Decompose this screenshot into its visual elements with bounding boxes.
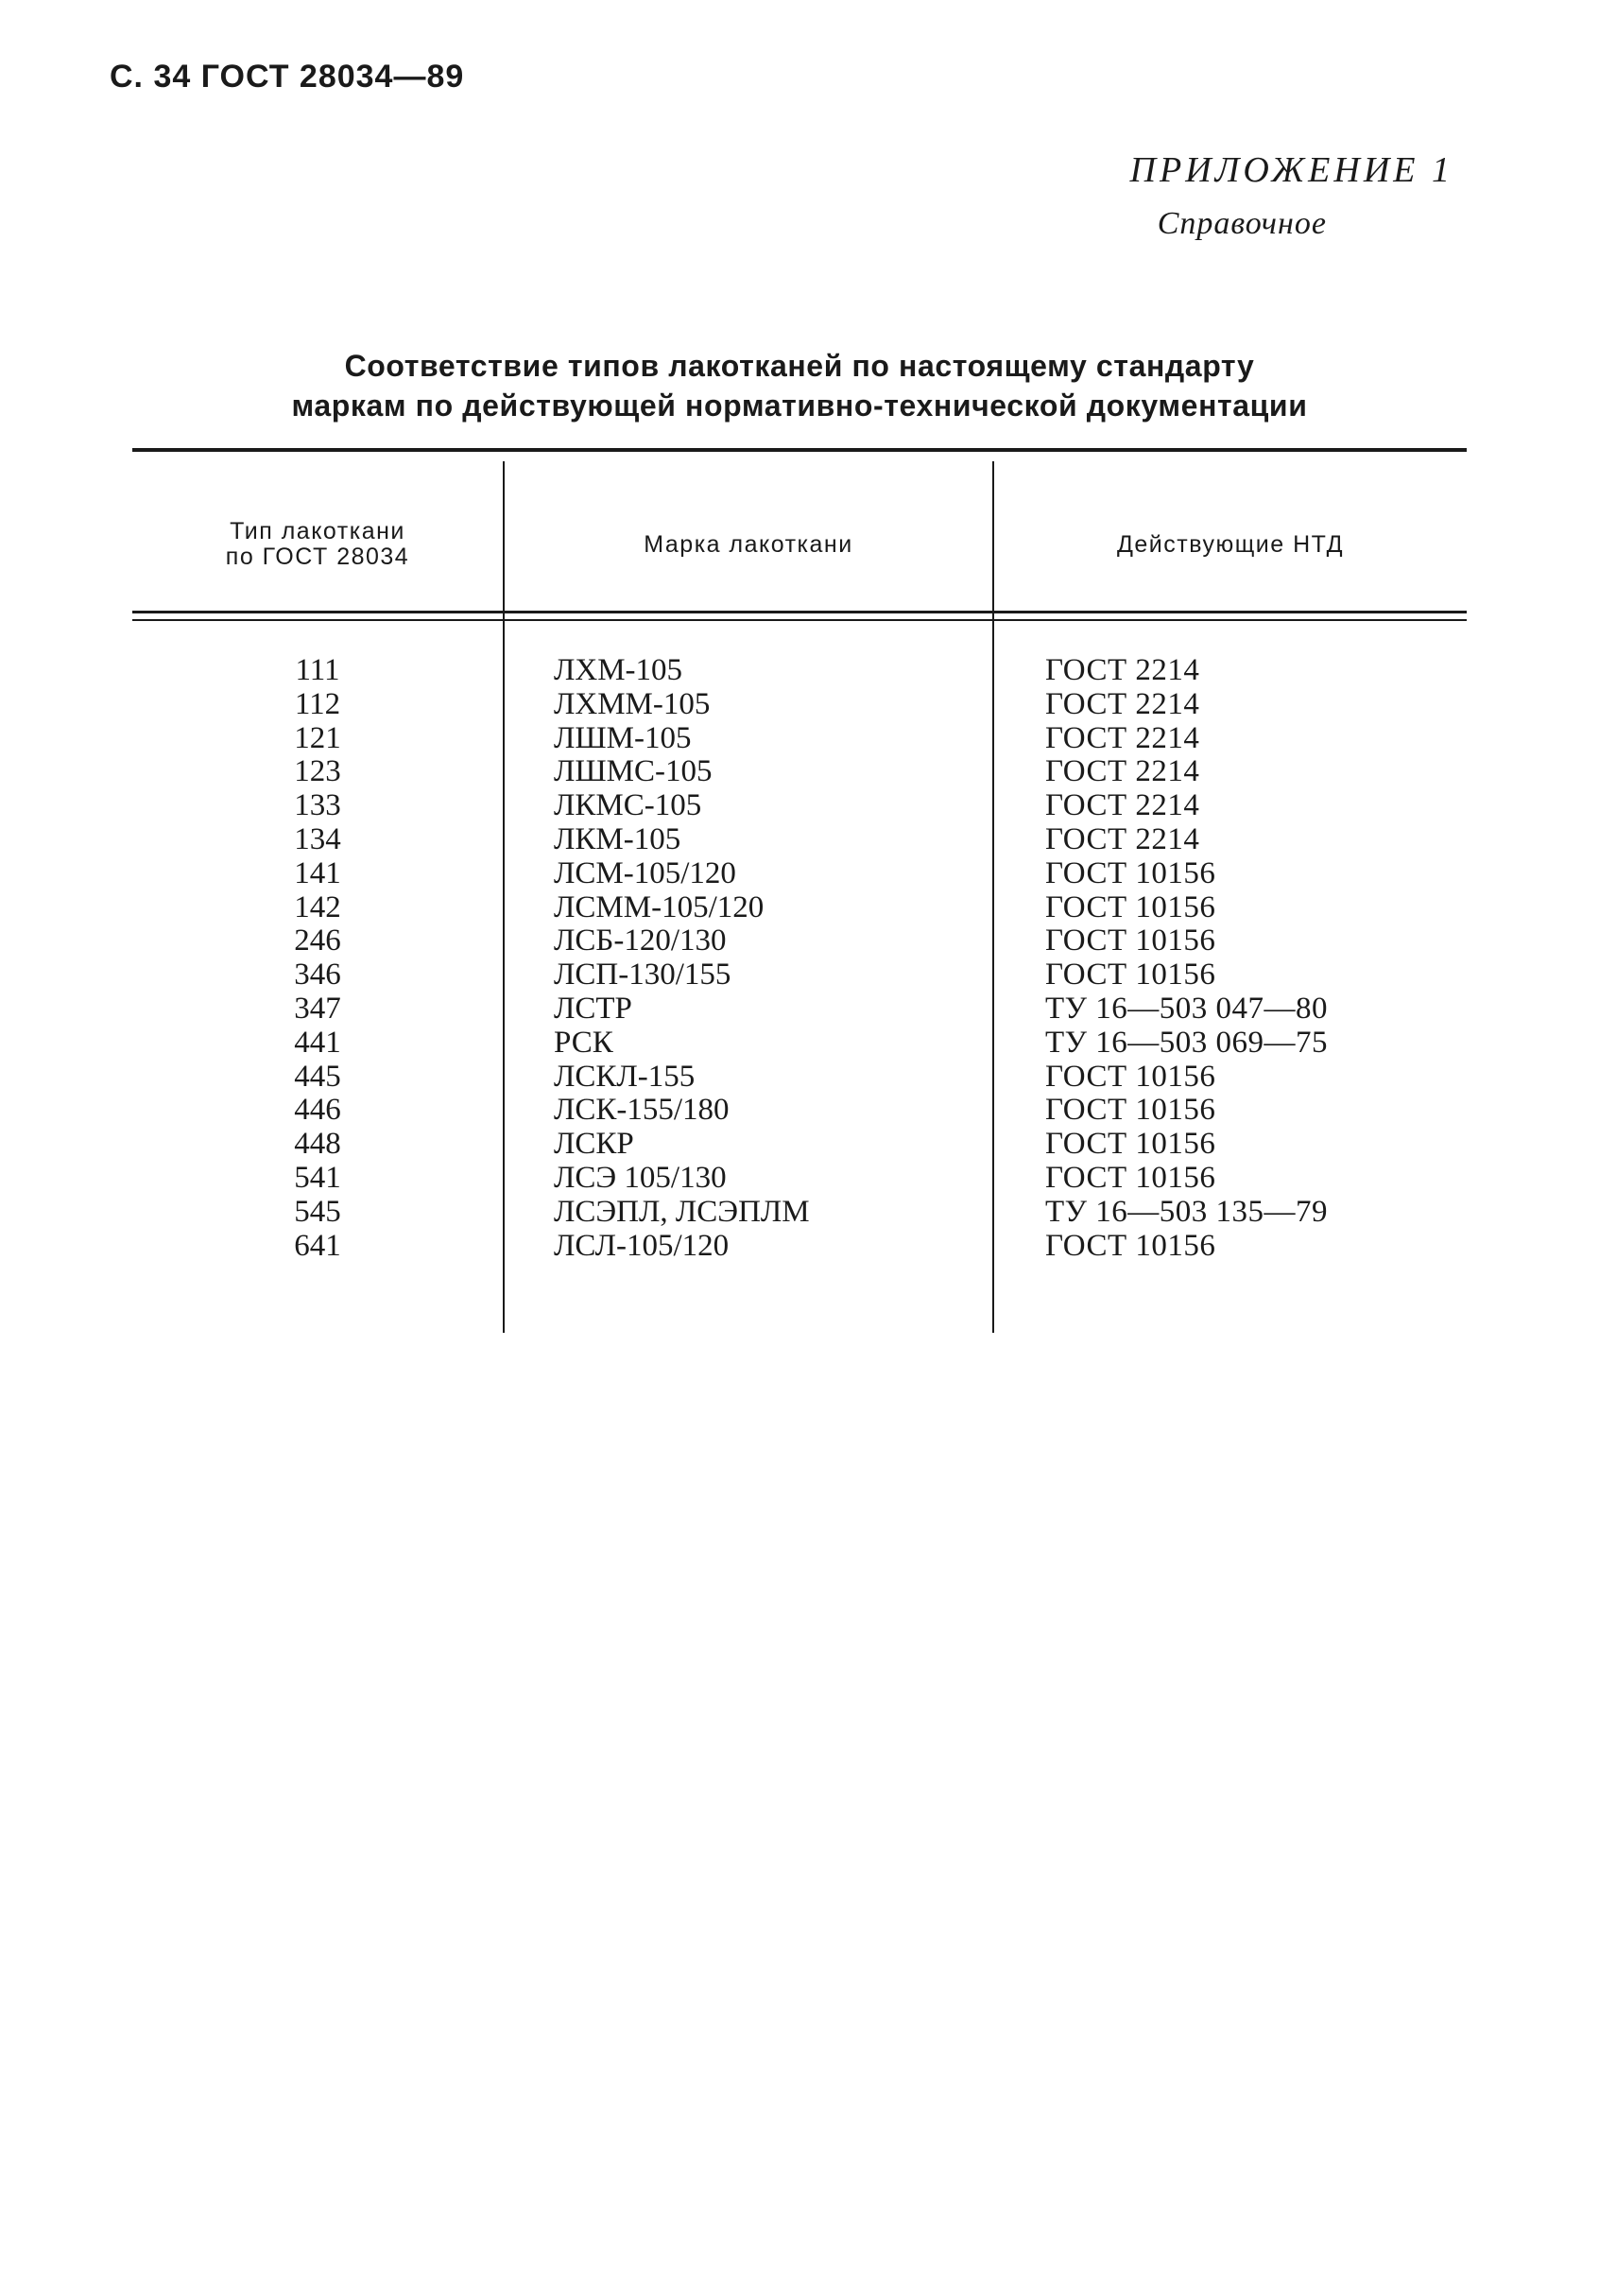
- cell-ntd: ГОСТ 2214: [1045, 788, 1200, 823]
- cell-type: 133: [294, 788, 341, 823]
- table-caption-line-1: Соответствие типов лакотканей по настоящему стандарту: [344, 349, 1255, 383]
- cell-mark: ЛСММ-105/120: [554, 889, 765, 924]
- cell-mark: ЛХММ-105: [554, 686, 711, 721]
- cell-ntd: ТУ 16—503 069—75: [1045, 1025, 1329, 1060]
- column-header-mark: Марка лакоткани: [644, 530, 853, 558]
- table-row: [132, 1230, 1467, 1264]
- cell-ntd: ГОСТ 2214: [1045, 686, 1200, 721]
- cell-ntd: ГОСТ 10156: [1045, 958, 1216, 993]
- cell-mark: ЛШМ-105: [554, 720, 692, 755]
- cell-type: 112: [294, 686, 341, 721]
- cell-type: 142: [294, 889, 341, 924]
- cell-mark: ЛСЭПЛ, ЛСЭПЛМ: [554, 1194, 810, 1229]
- cell-mark: ЛКМ-105: [554, 821, 681, 856]
- table-row: [132, 1196, 1467, 1230]
- table-row: [132, 1027, 1467, 1061]
- cell-mark: ЛСЭ 105/130: [554, 1160, 727, 1195]
- column-header-type-line-1: Тип лакоткани: [230, 518, 405, 544]
- cell-type: 121: [294, 720, 341, 755]
- page-header: С. 34 ГОСТ 28034—89: [110, 59, 465, 95]
- cell-mark: ЛСМ-105/120: [554, 855, 736, 890]
- cell-type: 641: [294, 1228, 341, 1263]
- cell-ntd: ГОСТ 2214: [1045, 754, 1200, 789]
- cell-ntd: ГОСТ 10156: [1045, 1093, 1216, 1128]
- cell-ntd: ГОСТ 10156: [1045, 1127, 1216, 1162]
- cell-ntd: ГОСТ 10156: [1045, 889, 1216, 924]
- table-row: [132, 924, 1467, 958]
- cell-mark: ЛШМС-105: [554, 754, 713, 789]
- column-header-type: [132, 507, 503, 582]
- table-row: [132, 789, 1467, 823]
- column-header-ntd: Действующие НТД: [1116, 530, 1345, 558]
- cell-type: 123: [294, 754, 341, 789]
- cell-type: 441: [294, 1025, 341, 1060]
- cell-type: 347: [294, 991, 341, 1026]
- header-separator-rule: [132, 611, 1467, 613]
- table-body: [132, 654, 1467, 1263]
- table-row: [132, 1128, 1467, 1162]
- table-caption: [132, 346, 1467, 425]
- table-caption-line-2: маркам по действующей нормативно-технической документации: [291, 388, 1308, 423]
- cell-type: 346: [294, 958, 341, 993]
- cell-type: 445: [294, 1059, 341, 1094]
- cell-mark: ЛСБ-120/130: [554, 924, 727, 958]
- cell-mark: ЛСКР: [554, 1127, 634, 1162]
- cell-ntd: ГОСТ 2214: [1045, 720, 1200, 755]
- cell-type: 134: [294, 821, 341, 856]
- cell-ntd: ГОСТ 10156: [1045, 1228, 1216, 1263]
- cell-mark: ЛСКЛ-155: [554, 1059, 696, 1094]
- table-row: [132, 722, 1467, 756]
- cell-ntd: ГОСТ 10156: [1045, 1059, 1216, 1094]
- table-row: [132, 688, 1467, 722]
- cell-ntd: ТУ 16—503 047—80: [1045, 991, 1329, 1026]
- table-row: [132, 891, 1467, 925]
- cell-ntd: ГОСТ 10156: [1045, 855, 1216, 890]
- cell-type: 246: [294, 924, 341, 958]
- cell-type: 541: [294, 1160, 341, 1195]
- table-row: [132, 755, 1467, 789]
- cell-mark: РСК: [554, 1025, 613, 1060]
- cell-mark: ЛХМ-105: [554, 653, 683, 687]
- table-row: [132, 654, 1467, 688]
- correspondence-table: [132, 448, 1467, 1333]
- cell-ntd: ТУ 16—503 135—79: [1045, 1194, 1329, 1229]
- cell-ntd: ГОСТ 10156: [1045, 1160, 1216, 1195]
- column-header-type-line-2: по ГОСТ 28034: [225, 544, 410, 570]
- cell-ntd: ГОСТ 2214: [1045, 821, 1200, 856]
- header-separator-rule-second: [132, 619, 1467, 621]
- cell-type: 545: [294, 1194, 341, 1229]
- table-row: [132, 958, 1467, 993]
- cell-type: 446: [294, 1093, 341, 1128]
- cell-ntd: ГОСТ 2214: [1045, 653, 1200, 687]
- appendix-title: ПРИЛОЖЕНИЕ 1: [1129, 150, 1453, 190]
- table-row: [132, 1094, 1467, 1128]
- table-row: [132, 823, 1467, 857]
- table-top-rule: [132, 448, 1467, 452]
- cell-mark: ЛКМС-105: [554, 788, 702, 823]
- table-row: [132, 993, 1467, 1027]
- table-row: [132, 1061, 1467, 1095]
- table-row: [132, 857, 1467, 891]
- table-row: [132, 1162, 1467, 1196]
- cell-mark: ЛСТР: [554, 991, 632, 1026]
- cell-mark: ЛСЛ-105/120: [554, 1228, 730, 1263]
- cell-mark: ЛСП-130/155: [554, 958, 731, 993]
- cell-type: 111: [295, 653, 340, 687]
- cell-type: 141: [294, 855, 341, 890]
- appendix-note: Справочное: [1157, 206, 1327, 241]
- cell-mark: ЛСК-155/180: [554, 1093, 730, 1128]
- cell-ntd: ГОСТ 10156: [1045, 924, 1216, 958]
- cell-type: 448: [294, 1127, 341, 1162]
